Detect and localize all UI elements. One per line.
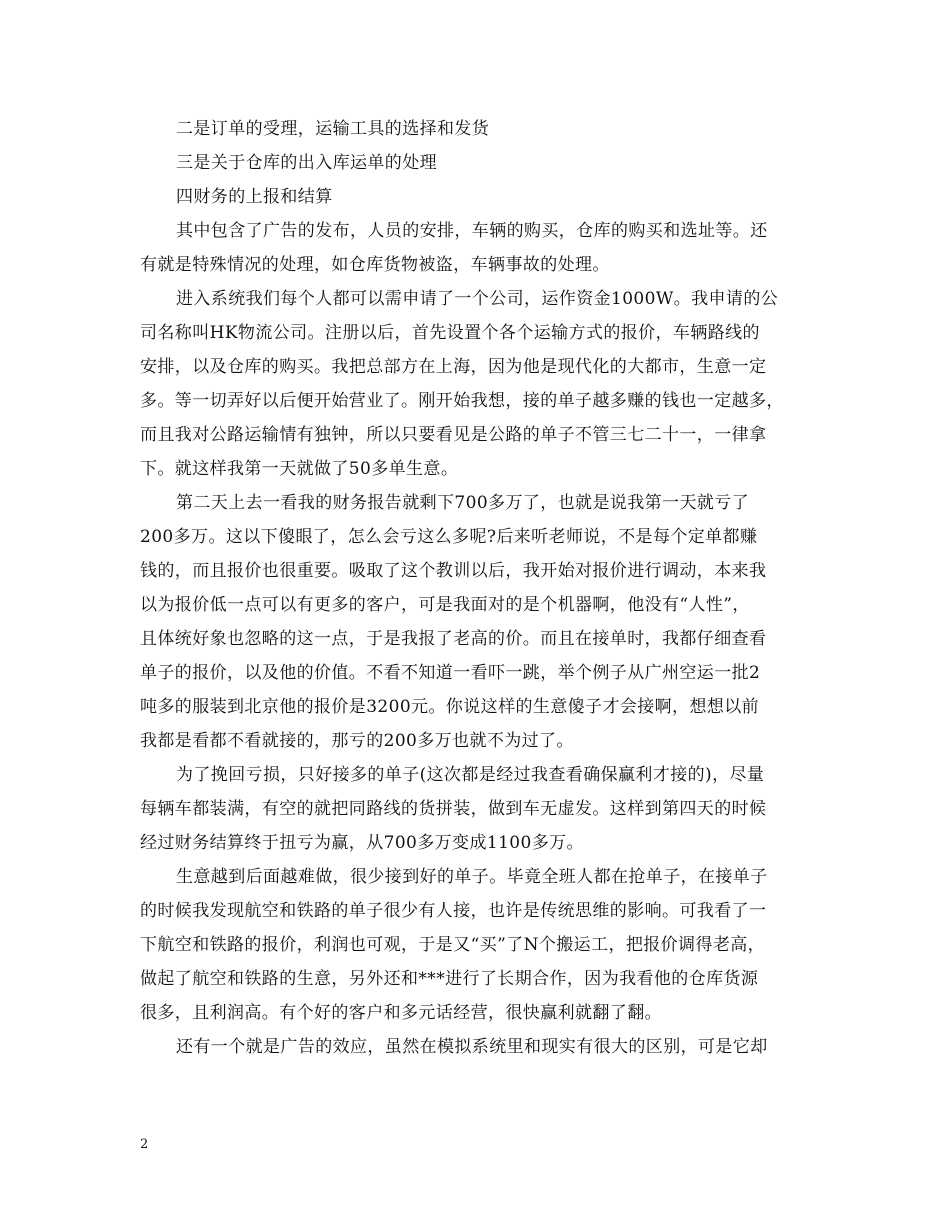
text-line: 且体统好象也忽略的这一点，于是我报了老高的价。而且在接单时，我都仔细查看 [140, 629, 767, 649]
document-body [140, 112, 812, 1064]
text-line: 单子的报价，以及他的价值。不看不知道一看吓一跳，举个例子从广州空运一批2 [140, 663, 761, 683]
text-line: 吨多的服装到北京他的报价是3200元。你说这样的生意傻子才会接啊，想想以前 [140, 697, 760, 717]
text-line: 我都是看都不看就接的，那亏的200多万也就不为过了。 [140, 731, 574, 751]
text-line: 第二天上去一看我的财务报告就剩下700多万了，也就是说我第一天就亏了 [176, 493, 750, 513]
text-line: 有就是特殊情况的处理，如仓库货物被盗，车辆事故的处理。 [140, 255, 610, 275]
text-line: 而且我对公路运输情有独钟，所以只要看见是公路的单子不管三七二十一，一律拿 [140, 425, 767, 445]
text-line: 还有一个就是广告的效应，虽然在模拟系统里和现实有很大的区别，可是它却 [176, 1037, 768, 1057]
text-line: 司名称叫HK物流公司。注册以后，首先设置个各个运输方式的报价，车辆路线的 [140, 323, 760, 343]
text-line: 其中包含了广告的发布，人员的安排，车辆的购买，仓库的购买和选址等。还 [176, 221, 768, 241]
text-line: 每辆车都装满，有空的就把同路线的货拼装，做到车无虚发。这样到第四天的时候 [140, 799, 767, 819]
text-line: 很多，且利润高。有个好的客户和多元话经营，很快赢利就翻了翻。 [140, 1003, 662, 1023]
text-line: 经过财务结算终于扭亏为赢，从700多万变成1100多万。 [140, 833, 584, 853]
text-line: 三是关于仓库的出入库运单的处理 [176, 153, 437, 173]
text-line: 四财务的上报和结算 [176, 187, 333, 207]
text-line: 200多万。这以下傻眼了，怎么会亏这么多呢?后来听老师说，不是每个定单都赚 [140, 527, 758, 547]
text-line: 生意越到后面越难做，很少接到好的单子。毕竟全班人都在抢单子，在接单子 [176, 867, 768, 887]
text-line: 的时候我发现航空和铁路的单子很少有人接，也许是传统思维的影响。可我看了一 [140, 901, 767, 921]
text-line: 二是订单的受理，运输工具的选择和发货 [176, 119, 490, 139]
text-line: 安排，以及仓库的购买。我把总部方在上海，因为他是现代化的大都市，生意一定 [140, 357, 767, 377]
text-line: 下。就这样我第一天就做了50多单生意。 [140, 459, 459, 479]
text-line: 多。等一切弄好以后便开始营业了。刚开始我想，接的单子越多赚的钱也一定越多， [140, 391, 784, 411]
text-line: 进入系统我们每个人都可以需申请了一个公司，运作资金1000W。我申请的公 [176, 289, 779, 309]
text-line: 以为报价低一点可以有更多的客户，可是我面对的是个机器啊，他没有“人性”， [140, 595, 750, 615]
text-line: 为了挽回亏损，只好接多的单子(这次都是经过我查看确保赢利才接的)，尽量 [176, 765, 765, 785]
text-line: 钱的，而且报价也很重要。吸取了这个教训以后，我开始对报价进行调动，本来我 [140, 561, 767, 581]
page-number: 2 [140, 1137, 149, 1152]
text-line: 做起了航空和铁路的生意，另外还和***进行了长期合作，因为我看他的仓库货源 [140, 969, 759, 989]
text-line: 下航空和铁路的报价，利润也可观，于是又“买”了N个搬运工，把报价调得老高， [140, 935, 766, 955]
